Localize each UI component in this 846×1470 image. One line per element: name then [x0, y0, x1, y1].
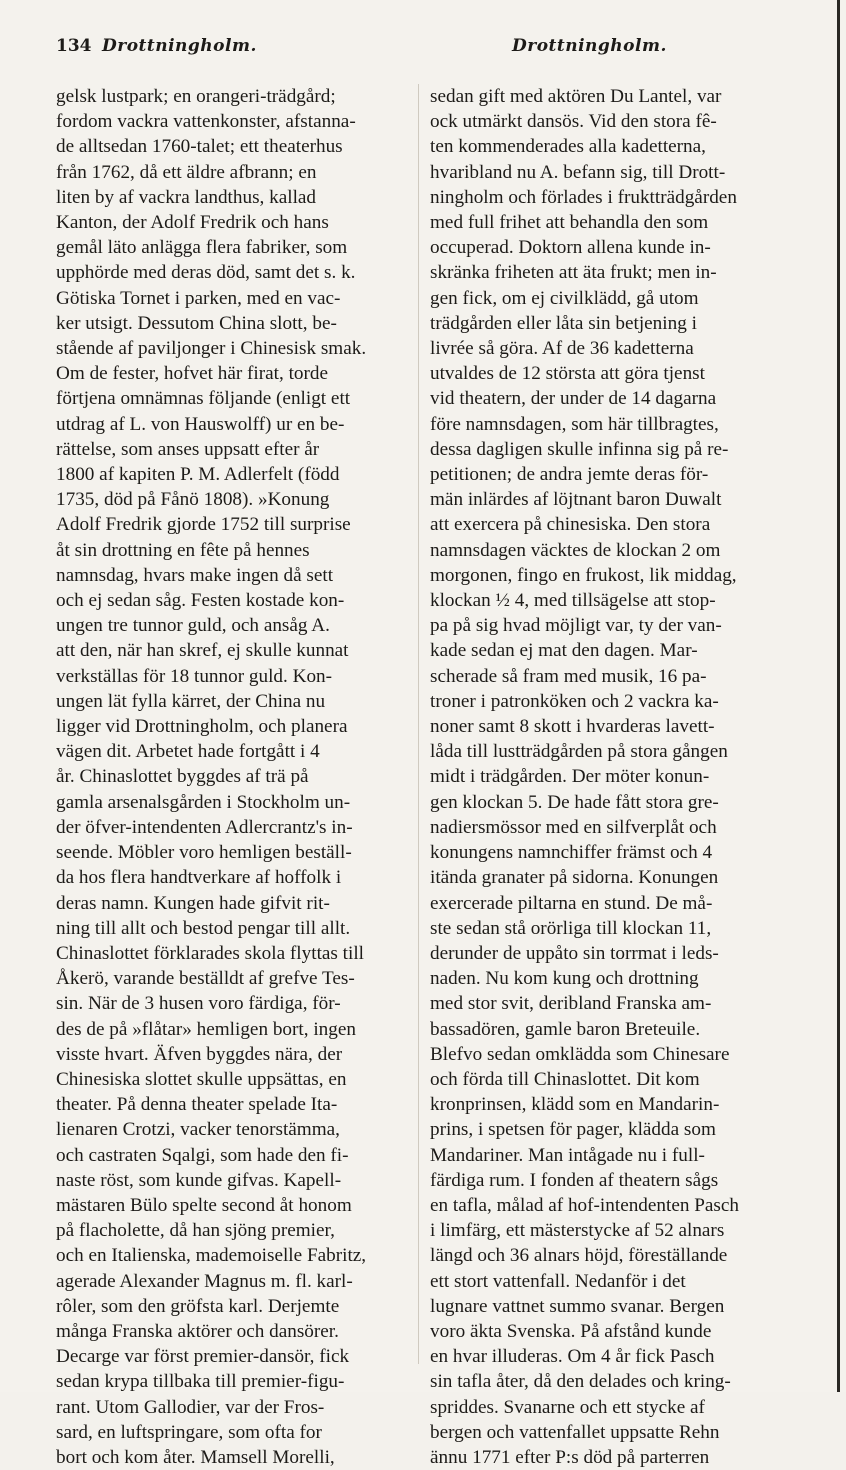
text-line: många Franska aktörer och dansörer. [56, 1320, 339, 1342]
text-line: ker utsigt. Dessutom China slott, be- [56, 312, 337, 334]
text-line: prins, i spetsen för pager, klädda som [430, 1119, 716, 1141]
text-line: kronprinsen, klädd som en Mandarin- [430, 1094, 720, 1116]
text-line: ste sedan stå orörliga till klockan 11, [430, 917, 712, 939]
text-line: deras namn. Kungen hade gifvit rit- [56, 892, 330, 914]
text-line: ock utmärkt dansös. Vid den stora fê- [430, 111, 717, 133]
text-line: och en Italienska, mademoiselle Fabritz, [56, 1245, 367, 1267]
right-text-column [430, 84, 782, 1470]
text-line: Chinesiska slottet skulle uppsättas, en [56, 1068, 347, 1090]
text-line: itända granater på sidorna. Konungen [430, 867, 719, 889]
text-line: upphörde med deras död, samt det s. k. [56, 262, 356, 284]
text-line: Blefvo sedan omklädda som Chinesare [430, 1043, 730, 1065]
text-line: dessa dagligen skulle infinna sig på re- [430, 438, 729, 460]
page-header [56, 36, 826, 62]
text-line: rättelse, som anses uppsatt efter år [56, 438, 320, 460]
text-line: petitionen; de andra jemte deras för- [430, 464, 709, 486]
page-number: 134 [56, 36, 92, 56]
text-line: lugnare vattnet summo svanar. Bergen [430, 1295, 725, 1317]
text-line: vid theatern, der under de 14 dagarna [430, 388, 717, 410]
text-line: från 1762, då ett äldre afbrann; en [56, 161, 317, 183]
text-line: naden. Nu kom kung och drottning [430, 968, 699, 990]
text-line: livrée så göra. Af de 36 kadetterna [430, 338, 694, 360]
text-line: åt sin drottning en fête på hennes [56, 539, 310, 561]
text-line: sard, en luftspringare, som ofta for [56, 1421, 322, 1443]
text-line: män inlärdes af löjtnant baron Duwalt [430, 489, 722, 511]
text-line: utvaldes de 12 största att göra tjenst [430, 363, 705, 385]
text-line: namnsdag, hvars make ingen då sett [56, 564, 334, 586]
text-line: på flacholette, då han sjöng premier, [56, 1220, 335, 1242]
text-line: att den, när han skref, ej skulle kunnat [56, 640, 349, 662]
page-edge-shadow [837, 0, 840, 1392]
text-line: Götiska Tornet i parken, med en vac- [56, 287, 341, 309]
running-head-left: Drottningholm. [102, 36, 257, 56]
text-line: och castraten Sqalgi, som hade den fi- [56, 1144, 349, 1166]
text-line: ungen tre tunnor guld, och ansåg A. [56, 615, 330, 637]
text-line: der öfver-intendenten Adlercrantz's in- [56, 816, 353, 838]
text-line: längd och 36 alnars höjd, föreställande [430, 1245, 728, 1267]
text-line: Åkerö, varande beställdt af grefve Tes- [56, 968, 355, 990]
text-line: före namnsdagen, som här tillbragtes, [430, 413, 719, 435]
text-line: med full frihet att behandla den som [430, 212, 709, 234]
text-line: mästaren Bülo spelte second åt honom [56, 1194, 352, 1216]
text-line: låda till lustträdgården på stora gången [430, 741, 728, 763]
text-line: des de på »flåtar» hemligen bort, ingen [56, 1018, 356, 1040]
text-line: gen fick, om ej civilklädd, gå utom [430, 287, 699, 309]
text-line: nadiersmössor med en silfverplåt och [430, 816, 717, 838]
text-line: ungen lät fylla kärret, der China nu [56, 690, 326, 712]
text-line: sin. När de 3 husen voro färdiga, för- [56, 993, 341, 1015]
text-line: naste röst, som kunde gifvas. Kapell- [56, 1169, 342, 1191]
text-line: derunder de uppåto sin torrmat i leds- [430, 942, 719, 964]
running-head-right: Drottningholm. [512, 36, 667, 56]
text-line: och ej sedan såg. Festen kostade kon- [56, 590, 345, 612]
text-line: visste hvart. Äfven byggdes nära, der [56, 1043, 343, 1065]
column-gutter [418, 84, 419, 1364]
text-line: hvaribland nu A. befann sig, till Drott- [430, 161, 726, 183]
text-line: gamla arsenalsgården i Stockholm un- [56, 791, 351, 813]
text-line: färdiga rum. I fonden af theatern sågs [430, 1169, 719, 1191]
text-line: stående af paviljonger i Chinesisk smak. [56, 338, 367, 360]
text-line: sin tafla åter, då den delades och kring- [430, 1371, 731, 1393]
text-line: skränka friheten att äta frukt; men in- [430, 262, 717, 284]
text-line: i limfärg, ett mästerstycke af 52 alnars [430, 1220, 725, 1242]
text-line: ligger vid Drottningholm, och planera [56, 716, 348, 738]
text-line: förtjena omnämnas följande (enligt ett [56, 388, 351, 410]
text-line: med stor svit, deribland Franska am- [430, 993, 712, 1015]
text-line: voro äkta Svenska. På afstånd kunde [430, 1320, 712, 1342]
text-line: bort och kom åter. Mamsell Morelli, [56, 1446, 335, 1468]
text-line: occuperad. Doktorn allena kunde in- [430, 237, 711, 259]
text-line: sedan gift med aktören Du Lantel, var [430, 86, 722, 107]
text-line: bassadören, gamle baron Breteuile. [430, 1018, 701, 1040]
text-line: agerade Alexander Magnus m. fl. karl- [56, 1270, 353, 1292]
text-line: gen klockan 5. De hade fått stora gre- [430, 791, 719, 813]
text-line: de alltsedan 1760-talet; ett theaterhus [56, 136, 343, 158]
text-line: verkställas för 18 tunnor guld. Kon- [56, 665, 333, 687]
text-line: kade sedan ej mat den dagen. Mar- [430, 640, 698, 662]
text-line: ning till allt och bestod pengar till allt. [56, 917, 351, 939]
text-line: och förda till Chinaslottet. Dit kom [430, 1068, 700, 1090]
text-line: Adolf Fredrik gjorde 1752 till surprise [56, 514, 351, 536]
text-line: en tafla, målad af hof-intendenten Pasch [430, 1194, 740, 1216]
text-line: bergen och vattenfallet uppsatte Rehn [430, 1421, 720, 1443]
text-line: spriddes. Svanarne och ett stycke af [430, 1396, 705, 1418]
text-line: exercerade piltarna en stund. De må- [430, 892, 713, 914]
text-line: ännu 1771 efter P:s död på parterren [430, 1446, 710, 1468]
text-line: lienaren Crotzi, vacker tenorstämma, [56, 1119, 340, 1141]
text-line: midt i trädgården. Der möter konun- [430, 766, 710, 788]
text-line: en hvar illuderas. Om 4 år fick Pasch [430, 1346, 715, 1368]
text-line: troner i patronköken och 2 vackra ka- [430, 690, 719, 712]
text-line: klockan ½ 4, med tillsägelse att stop- [430, 590, 716, 612]
text-line: liten by af vackra landthus, kallad [56, 186, 317, 208]
text-line: namnsdagen väcktes de klockan 2 om [430, 539, 721, 561]
text-line: noner samt 8 skott i hvarderas lavett- [430, 716, 715, 738]
text-line: ten kommenderades alla kadetterna, [430, 136, 706, 158]
text-line: att exercera på chinesiska. Den stora [430, 514, 711, 536]
text-line: 1800 af kapiten P. M. Adlerfelt (född [56, 464, 340, 486]
text-line: ningholm och förlades i fruktträdgården [430, 186, 737, 208]
text-line: rôler, som den gröfsta karl. Derjemte [56, 1295, 340, 1317]
text-line: sedan krypa tillbaka till premier-figu- [56, 1371, 345, 1393]
text-line: gelsk lustpark; en orangeri-trädgård; [56, 86, 336, 107]
text-line: trädgården eller låta sin betjening i [430, 312, 697, 334]
left-text-column [56, 84, 408, 1470]
text-line: 1735, död på Fånö 1808). »Konung [56, 489, 330, 511]
text-line: scherade så fram med musik, 16 pa- [430, 665, 707, 687]
text-line: vägen dit. Arbetet hade fortgått i 4 [56, 741, 320, 763]
text-line: pa på sig hvad möjligt var, ty der van- [430, 615, 722, 637]
text-line: gemål läto anlägga flera fabriker, som [56, 237, 348, 259]
text-line: Chinaslottet förklarades skola flyttas till [56, 942, 365, 964]
text-line: Mandariner. Man intågade nu i full- [430, 1144, 705, 1166]
text-line: Om de fester, hofvet här firat, torde [56, 363, 329, 385]
text-line: utdrag af L. von Hauswolff) ur en be- [56, 413, 345, 435]
text-line: rant. Utom Gallodier, var der Fros- [56, 1396, 325, 1418]
text-line: morgonen, fingo en frukost, lik middag, [430, 564, 737, 586]
text-line: konungens namnchiffer främst och 4 [430, 842, 713, 864]
text-line: fordom vackra vattenkonster, afstanna- [56, 111, 356, 133]
text-line: ett stort vattenfall. Nedanför i det [430, 1270, 686, 1292]
text-line: Kanton, der Adolf Fredrik och hans [56, 212, 329, 234]
text-line: theater. På denna theater spelade Ita- [56, 1094, 338, 1116]
text-line: seende. Möbler voro hemligen beställ- [56, 842, 352, 864]
text-line: Decarge var först premier-dansör, fick [56, 1346, 350, 1368]
text-line: da hos flera handtverkare af hoffolk i [56, 867, 342, 889]
text-line: år. Chinaslottet byggdes af trä på [56, 766, 309, 788]
